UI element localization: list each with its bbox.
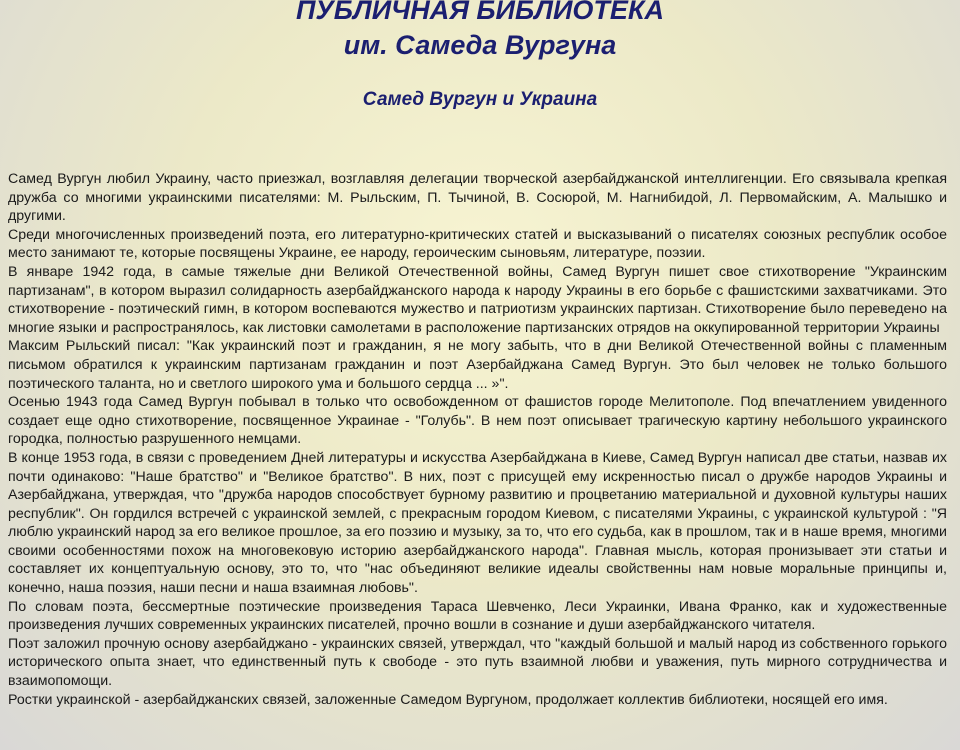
library-title-line1: ПУБЛИЧНАЯ БИБЛИОТЕКА [296,0,664,25]
library-title [0,0,960,63]
article-paragraph-4: Максим Рыльский писал: "Как украинский поэт и гражданин, я не могу забыть, что в дни Великой Отечественной войны с пламенным письмом обратился к украинским партизанам гражданин и поэт Азербайджана Самед Вургун. Это был человек не только большого поэтического таланта, но и светлого широкого ума и большого сердца ... »". [8,338,947,392]
article-paragraph-2: Среди многочисленных произведений поэта, его литературно-критических статей и высказываний о писателях союзных республик особое место занимают те, которые посвящены Украине, ее народу, героическим сыновьям, литературе, поэзии. [8,226,947,262]
article-paragraph-9: Ростки украинской - азербайджанских связей, заложенные Самедом Вургуном, продолжает коллектив библиотеки, носящей его имя. [8,691,888,708]
article-paragraph-5: Осенью 1943 года Самед Вургун побывал в только что освобожденном от фашистов городе Мелитополе. Под впечатлением увиденного создает еще одно стихотворение, посвященное Украинае - "Голубь". В нем поэт описывает трагическую картину небольшого украинского городка, полностью разрушенного немцами. [8,394,947,448]
article-title: Самед Вургун и Украина [362,89,598,110]
article-paragraph-7: По словам поэта, бессмертные поэтические произведения Тараса Шевченко, Леси Украинки, Ивана Франко, как и художественные произведения лучших современных украинских писателей, прочно вошли в сознание и души азербайджанского читателя. [8,598,947,634]
article-paragraph-6: В конце 1953 года, в связи с проведением Дней литературы и искусства Азербайджана в Киеве, Самед Вургун написал две статьи, назвав их почти одинаково: "Наше братство" и "Великое братство". В них, поэт с присущей ему искренностью писал о дружбе народов Украины и Азербайджана, утверждая, что "дружба народов способствует бурному развитию и процветанию материальной и духовной культуры наших республик". Он гордился встречей с украинской землей, с прекрасным городом Киевом, с писателями Украины, с украинской культурой : "Я люблю украинский народ за его великое прошлое, за его поэзию и музыку, за то, что его судьба, как в прошлом, так и в наше время, многими своими особенностями похож на многовековую историю азербайджанского народа". Главная мысль, которая пронизывает эти статьи и составляет их концептуальную основу, это то, что "нас объединяют великие идеалы свойственны нам новые моральные принципы и, конечно, наша поэзия, наши песни и наша взаимная любовь". [8,449,947,597]
article-body [8,170,947,709]
article-paragraph-1: Самед Вургун любил Украину, часто приезжал, возглавляя делегации творческой азербайджанской интеллигенции. Его связывала крепкая дружба со многими украинскими писателями: М. Рыльским, П. Тычиной, В. Сосюрой, М. Нагнибидой, Л. Первомайским, А. Малышко и другими. [8,171,947,225]
library-title-line2: им. Самеда Вургуна [343,30,617,60]
article-paragraph-8: Поэт заложил прочную основу азербайджано - украинских связей, утверждал, что "каждый большой и малый народ из собственного горького исторического опыта знает, что единственный путь к свободе - это путь взаимной любви и уважения, путь мирного сотрудничества и взаимопомощи. [8,635,947,690]
page-header [0,0,960,63]
article-paragraph-3: В январе 1942 года, в самые тяжелые дни Великой Отечественной войны, Самед Вургун пишет свое стихотворение "Украинским партизанам", в котором выразил солидарность азербайджанского народа к народу Украины в его борьбе с фашистскими захватчиками. Это стихотворение - поэтический гимн, в котором воспеваются мужество и патриотизм украинских партизан. Стихотворение было переведено на многие языки и распространялось, как листовки самолетами в расположение партизанских отрядов на оккупированной территории Украины [8,263,947,336]
